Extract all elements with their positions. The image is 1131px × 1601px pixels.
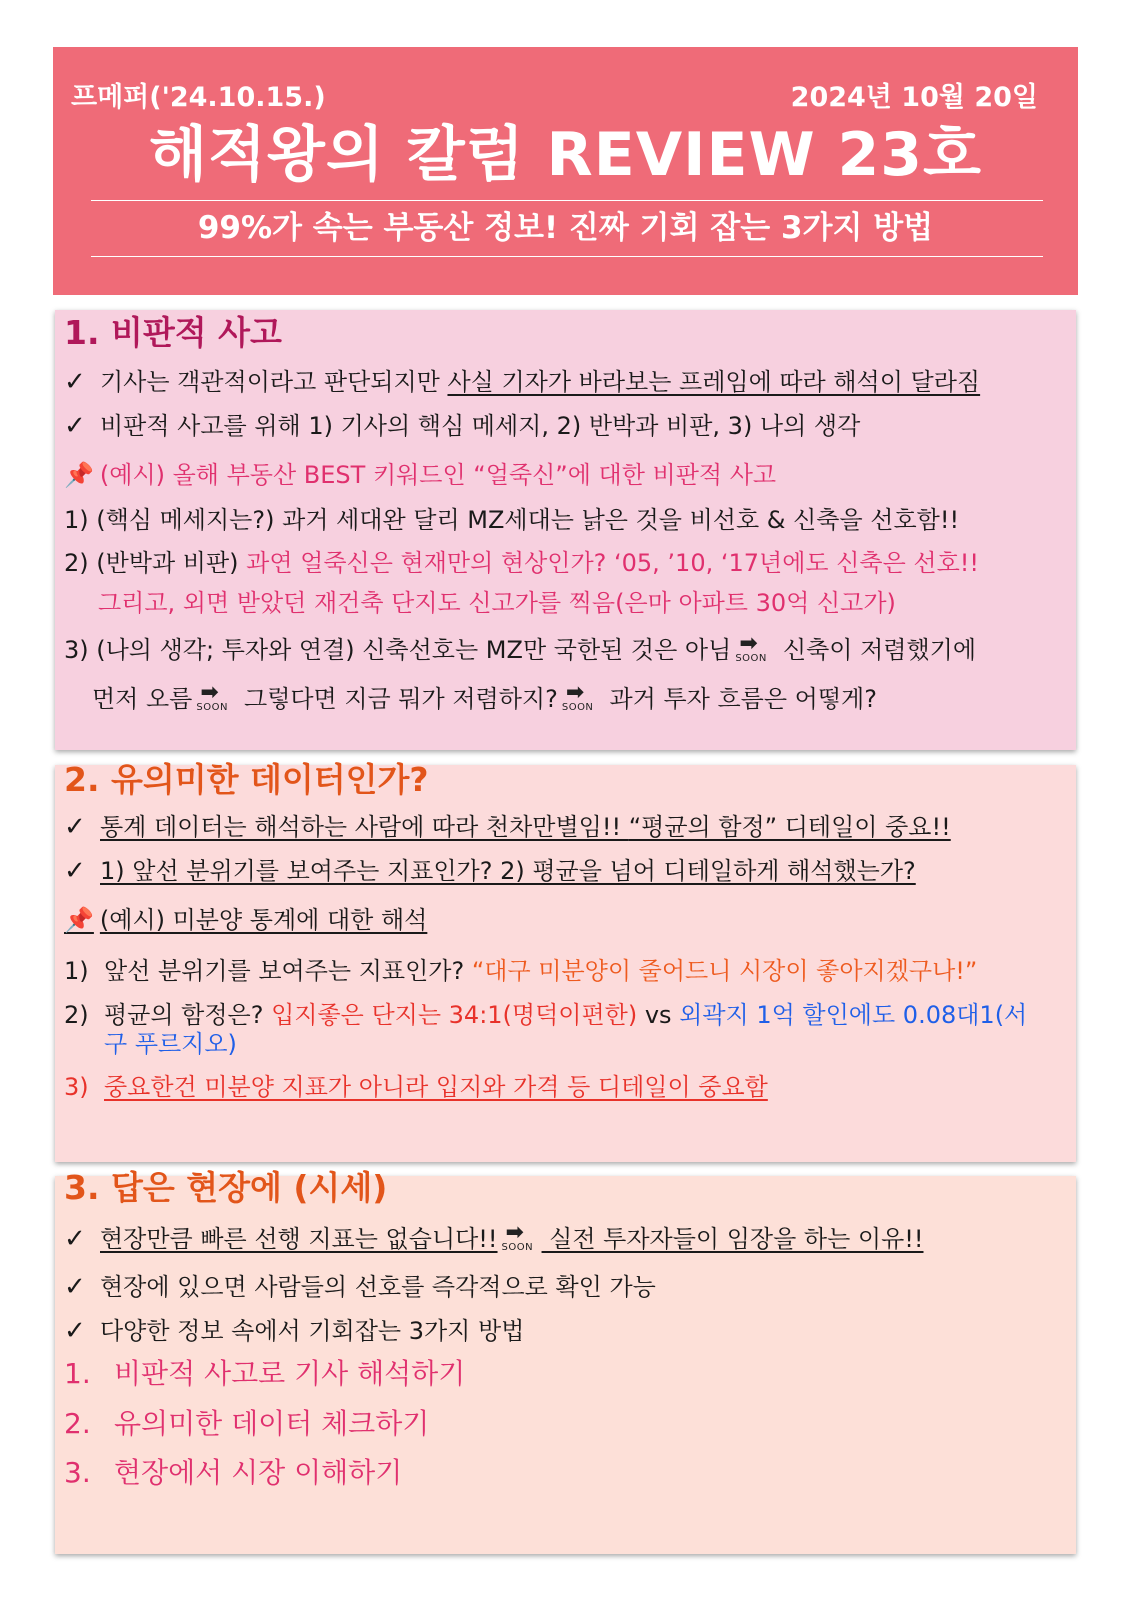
list-item: 2. 유의미한 데이터 체크하기 (64, 1407, 430, 1440)
point-1: 1) (핵심 메세지는?) 과거 세대완 달리 MZ세대는 낡은 것을 비선호 & 신축을 선호함!! (64, 506, 960, 534)
check-icon: ✓ (64, 1224, 86, 1254)
point-2-continued: 그리고, 외면 받았던 재건축 단지도 신고가를 찍음(은마 아파트 30억 신고가) (98, 589, 896, 617)
header-divider-top (91, 200, 1043, 201)
example-item-2-continued: 구 푸르지오) (104, 1030, 237, 1058)
point-3: 3) (나의 생각; 투자와 연결) 신축선호는 MZ만 국한된 것은 아님 ➡ SOON 신축이 저렴했기에 (64, 631, 977, 664)
bullet-item: ✓ 통계 데이터는 해석하는 사람에 따라 천차만별임!! “평균의 함정” 디테일이 중요!! (64, 812, 951, 842)
soon-arrow-icon: ➡ SOON (561, 680, 594, 713)
bullet-item: ✓ 1) 앞선 분위기를 보여주는 지표인가? 2) 평균을 넘어 디테일하게 해석했는가? (64, 856, 916, 886)
example-item-2: 2) 평균의 함정은? 입지좋은 단지는 34:1(명덕이편한) vs 외곽지 1억 할인에도 0.08대1(서 (64, 1001, 1028, 1029)
header-banner (53, 47, 1078, 295)
section-field-visit (55, 1168, 1076, 1554)
page-subtitle: 99%가 속는 부동산 정보! 진짜 기회 잡는 3가지 방법 (197, 210, 934, 246)
header-date: 2024년 10월 20일 (790, 82, 1038, 113)
check-icon: ✓ (64, 812, 86, 842)
check-icon: ✓ (64, 367, 86, 397)
bullet-item: ✓ 현장만큼 빠른 선행 지표는 없습니다!! ➡ SOON 실전 투자자들이 임장을 하는 이유!! (64, 1220, 924, 1254)
pushpin-icon: 📌 (64, 461, 94, 489)
section-meaningful-data (55, 760, 1076, 1162)
bullet-item: ✓ 기사는 객관적이라고 판단되지만 사실 기자가 바라보는 프레임에 따라 해석이 달라짐 (64, 367, 981, 397)
section-title: 1. 비판적 사고 (64, 313, 282, 352)
list-item: 3. 현장에서 시장 이해하기 (64, 1456, 403, 1489)
bullet-item: ✓ 다양한 정보 속에서 기회잡는 3가지 방법 (64, 1316, 525, 1346)
list-item: 1. 비판적 사고로 기사 해석하기 (64, 1357, 466, 1390)
section-critical-thinking (55, 310, 1076, 750)
example-heading: 📌 (예시) 미분양 통계에 대한 해석 (64, 906, 428, 934)
bullet-item: ✓ 현장에 있으면 사람들의 선호를 즉각적으로 확인 가능 (64, 1272, 656, 1302)
soon-arrow-icon: ➡ SOON (501, 1220, 534, 1253)
check-icon: ✓ (64, 856, 86, 886)
example-heading: 📌 (예시) 올해 부동산 BEST 키워드인 “얼죽신”에 대한 비판적 사고 (64, 461, 777, 489)
point-2: 2) (반박과 비판) 과연 얼죽신은 현재만의 현상인가? ‘05, ’10, ‘17년에도 신축은 선호!! (64, 549, 979, 577)
check-icon: ✓ (64, 411, 86, 441)
bullet-item: ✓ 비판적 사고를 위해 1) 기사의 핵심 메세지, 2) 반박과 비판, 3) 나의 생각 (64, 411, 861, 441)
header-divider-bottom (91, 256, 1043, 257)
point-3-continued: 먼저 오름 ➡ SOON 그렇다면 지금 뭐가 저렴하지? ➡ SOON 과거 투자 흐름은 어떻게? (92, 680, 877, 713)
example-item-3: 3) 중요한건 미분양 지표가 아니라 입지와 가격 등 디테일이 중요함 (64, 1073, 768, 1101)
check-icon: ✓ (64, 1316, 86, 1346)
soon-arrow-icon: ➡ SOON (196, 680, 228, 713)
soon-arrow-icon: ➡ SOON (735, 631, 767, 664)
section-title: 2. 유의미한 데이터인가? (64, 760, 429, 799)
pushpin-icon: 📌 (64, 906, 94, 934)
example-item-1: 1) 앞선 분위기를 보여주는 지표인가? “대구 미분양이 줄어드니 시장이 좋아지겠구나!” (64, 957, 978, 985)
section-title: 3. 답은 현장에 (시세) (64, 1168, 388, 1207)
header-source: 프메퍼('24.10.15.) (71, 82, 326, 113)
check-icon: ✓ (64, 1272, 86, 1302)
page-title: 해적왕의 칼럼 REVIEW 23호 (149, 120, 982, 190)
